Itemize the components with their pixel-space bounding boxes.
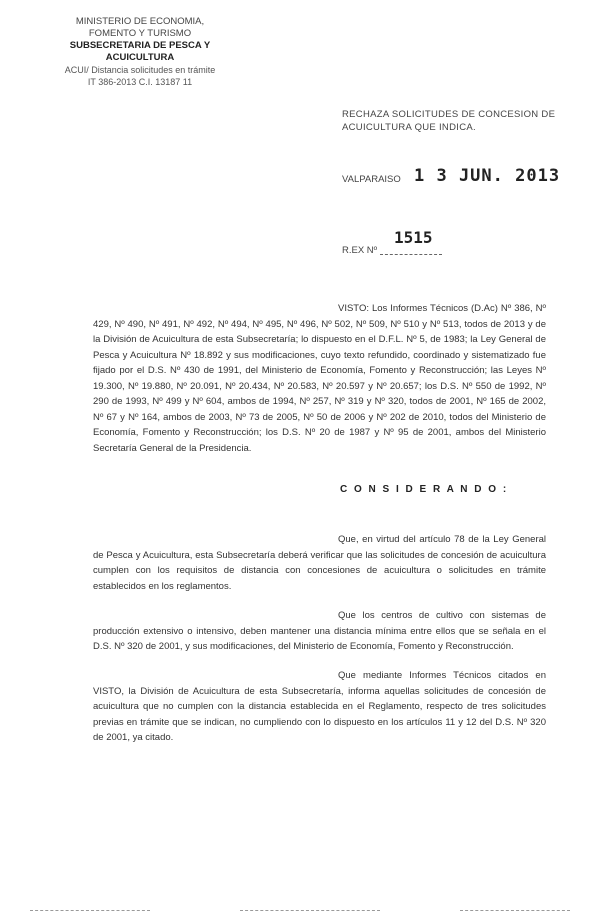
reference-code: IT 386-2013 C.I. 13187 11 (87, 77, 193, 87)
resolution-subject: RECHAZA SOLICITUDES DE CONCESION DE ACUICULTURA QUE INDICA. (342, 109, 556, 133)
footer-line-center (240, 910, 380, 911)
ministry-line-2: FOMENTO Y TURISMO (88, 28, 192, 39)
footer-line-left (30, 910, 150, 911)
footer-line-right (460, 910, 570, 911)
letterhead (40, 16, 240, 88)
department-line: ACUI/ Distancia solicitudes en trámite (64, 65, 216, 75)
resolution-number-line (380, 254, 442, 255)
subsecretaria-name: SUBSECRETARIA DE PESCA Y ACUICULTURA (69, 40, 211, 63)
considerando-paragraph-2: Que los centros de cultivo con sistemas de producción extensivo o intensivo, deben mantener una distancia mínima entre ellos que se señala en el D.S. Nº 320 de 2001, y sus modificaciones, del Ministerio de Economía, Fomento y Reconstrucción. (93, 610, 546, 652)
date-stamp: 1 3 JUN. 2013 (414, 166, 561, 186)
ministry-line-1: MINISTERIO DE ECONOMIA, (75, 16, 205, 27)
place-label: VALPARAISO (342, 174, 401, 185)
resolution-label: R.EX Nº (342, 245, 378, 256)
considerando-heading: C O N S I D E R A N D O : (340, 484, 509, 495)
resolution-number-stamp: 1515 (394, 228, 433, 247)
considerando-paragraph-1: Que, en virtud del artículo 78 de la Ley General de Pesca y Acuicultura, esta Subsecretaría deberá verificar que las solicitudes de concesión de acuicultura cumplen con los requisitos de distancia con concesiones de acuicultura o solicitudes en trámite establecidos en los reglamentos. (93, 534, 546, 592)
visto-paragraph: VISTO: Los Informes Técnicos (D.Ac) Nº 386, Nº 429, Nº 490, Nº 491, Nº 492, Nº 494, Nº 495, Nº 496, Nº 502, Nº 509, Nº 510 y Nº 513, todos de 2013 y de la División de Acuicultura de esta Subsecretaría; lo dispuesto en el D.F.L. Nº 5, de 1983; la Ley General de Pesca y Acuicultura Nº 18.892 y sus modificaciones, cuyo texto refundido, coordinado y sistematizado fue fijado por el D.S. Nº 430 de 1991, del Ministerio de Economía, Fomento y Reconstrucción; las Leyes Nº 19.300, Nº 19.880, Nº 20.091, Nº 20.434, Nº 20.583, Nº 20.597 y Nº 20.657; los D.S. Nº 550 de 1992, Nº 290 de 1993, Nº 499 y Nº 604, ambos de 1994, Nº 257, Nº 319 y Nº 320, todos de 2001, Nº 165 de 2002, Nº 67 y Nº 164, ambos de 2003, Nº 73 de 2005, Nº 50 de 2006 y Nº 202 de 2010, todos del Ministerio de Economía, Fomento y Reconstrucción; los D.S. Nº 20 de 1987 y Nº 95 de 2001, ambos del Ministerio Secretaría General de la Presidencia. (93, 303, 546, 454)
considerando-paragraph-3: Que mediante Informes Técnicos citados en VISTO, la División de Acuicultura de esta Subsecretaría, informa aquellas solicitudes de concesión de acuicultura que no cumplen con la distancia establecida en el Reglamento, respecto de tres solicitudes previas en trámite que se indican, no cumpliendo con lo dispuesto en los artículos 11 y 12 del D.S. Nº 320 de 2001, ya citado. (93, 670, 546, 743)
